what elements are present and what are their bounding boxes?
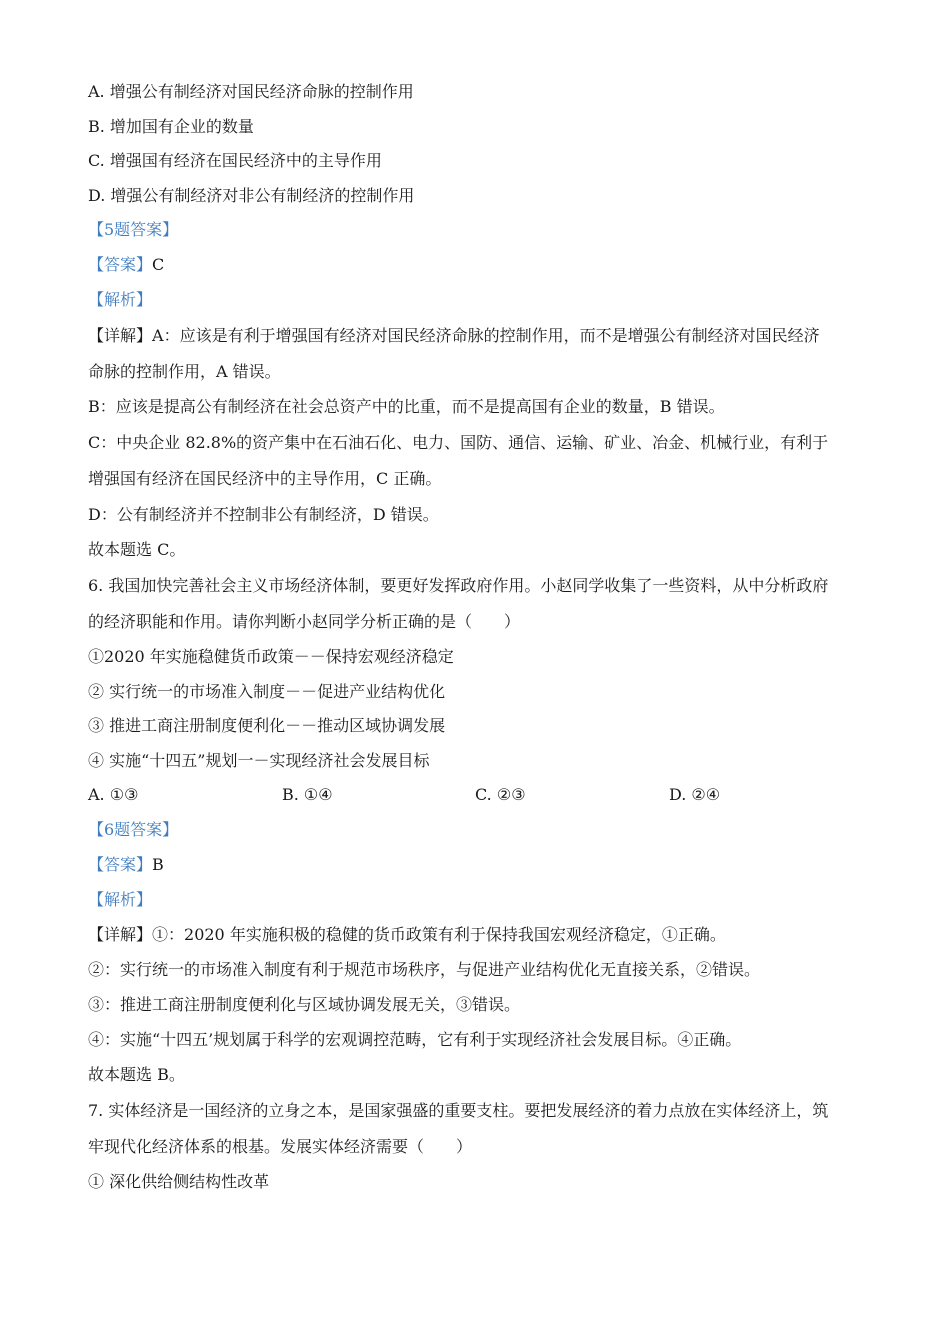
q6-option-a: A. ①③ [88,785,139,804]
q6-stem-cont: 的经济职能和作用。请你判断小赵同学分析正确的是（ ） [88,612,521,631]
q5-option-d: D. 增强公有制经济对非公有制经济的控制作用 [88,186,415,205]
q6-item-2: ② 实行统一的市场准入制度－－促进产业结构优化 [88,682,446,701]
q5-detail-3-cont: 增强国有经济在国民经济中的主导作用，C 正确。 [88,469,442,488]
q6-option-c: C. ②③ [475,785,526,804]
answer-value: B [152,855,164,874]
detail-label: 【详解】 [88,925,153,944]
q6-item-1: ①2020 年实施稳健货币政策－－保持宏观经济稳定 [88,647,454,666]
q5-option-a: A. 增强公有制经济对国民经济命脉的控制作用 [88,82,414,101]
detail-text: A：应该是有利于增强国有经济对国民经济命脉的控制作用，而不是增强公有制经济对国民经济 [152,326,820,345]
q5-option-b: B. 增加国有企业的数量 [88,117,254,136]
q7-stem: 7. 实体经济是一国经济的立身之本，是国家强盛的重要支柱。要把发展经济的着力点放在实体经济上，筑 [88,1101,829,1120]
q5-detail-4: D：公有制经济并不控制非公有制经济，D 错误。 [88,505,439,524]
answer-label: 【答案】 [88,255,153,274]
q6-answer [88,855,164,875]
q5-section-title: 【5题答案】 [88,220,179,239]
q5-detail-1-cont: 命脉的控制作用，A 错误。 [88,362,281,381]
q5-detail-1 [88,326,820,346]
answer-value: C [152,255,165,274]
q5-detail-3: C：中央企业 82.8%的资产集中在石油石化、电力、国防、通信、运输、矿业、冶金、机械行业，有利于 [88,433,829,452]
q7-item-1: ① 深化供给侧结构性改革 [88,1172,270,1191]
q5-conclusion: 故本题选 C。 [88,540,186,559]
q6-section-title: 【6题答案】 [88,820,179,839]
q6-detail-4: ④：实施“十四五’规划属于科学的宏观调控范畴，它有利于实现经济社会发展目标。④正确。 [88,1030,742,1049]
q7-stem-cont: 牢现代化经济体系的根基。发展实体经济需要（ ） [88,1137,473,1156]
q5-detail-2: B：应该是提高公有制经济在社会总资产中的比重，而不是提高国有企业的数量，B 错误。 [88,397,725,416]
q5-analysis-label: 【解析】 [88,290,153,309]
q5-answer [88,255,164,275]
q5-option-c: C. 增强国有经济在国民经济中的主导作用 [88,151,382,170]
q6-option-d: D. ②④ [669,785,721,804]
q6-item-4: ④ 实施“十四五”规划一－实现经济社会发展目标 [88,751,430,770]
detail-label: 【详解】 [88,326,153,345]
q6-option-b: B. ①④ [282,785,333,804]
q6-stem: 6. 我国加快完善社会主义市场经济体制，要更好发挥政府作用。小赵同学收集了一些资料，从中分析政府 [88,576,829,595]
q6-detail-3: ③：推进工商注册制度便利化与区域协调发展无关，③错误。 [88,995,521,1014]
detail-text: ①：2020 年实施积极的稳健的货币政策有利于保持我国宏观经济稳定，①正确。 [152,925,726,944]
q6-detail-1 [88,925,726,945]
answer-label: 【答案】 [88,855,153,874]
q6-detail-2: ②：实行统一的市场准入制度有利于规范市场秩序，与促进产业结构优化无直接关系，②错误。 [88,960,761,979]
q6-conclusion: 故本题选 B。 [88,1065,185,1084]
q6-item-3: ③ 推进工商注册制度便利化－－推动区域协调发展 [88,716,446,735]
q6-analysis-label: 【解析】 [88,890,153,909]
